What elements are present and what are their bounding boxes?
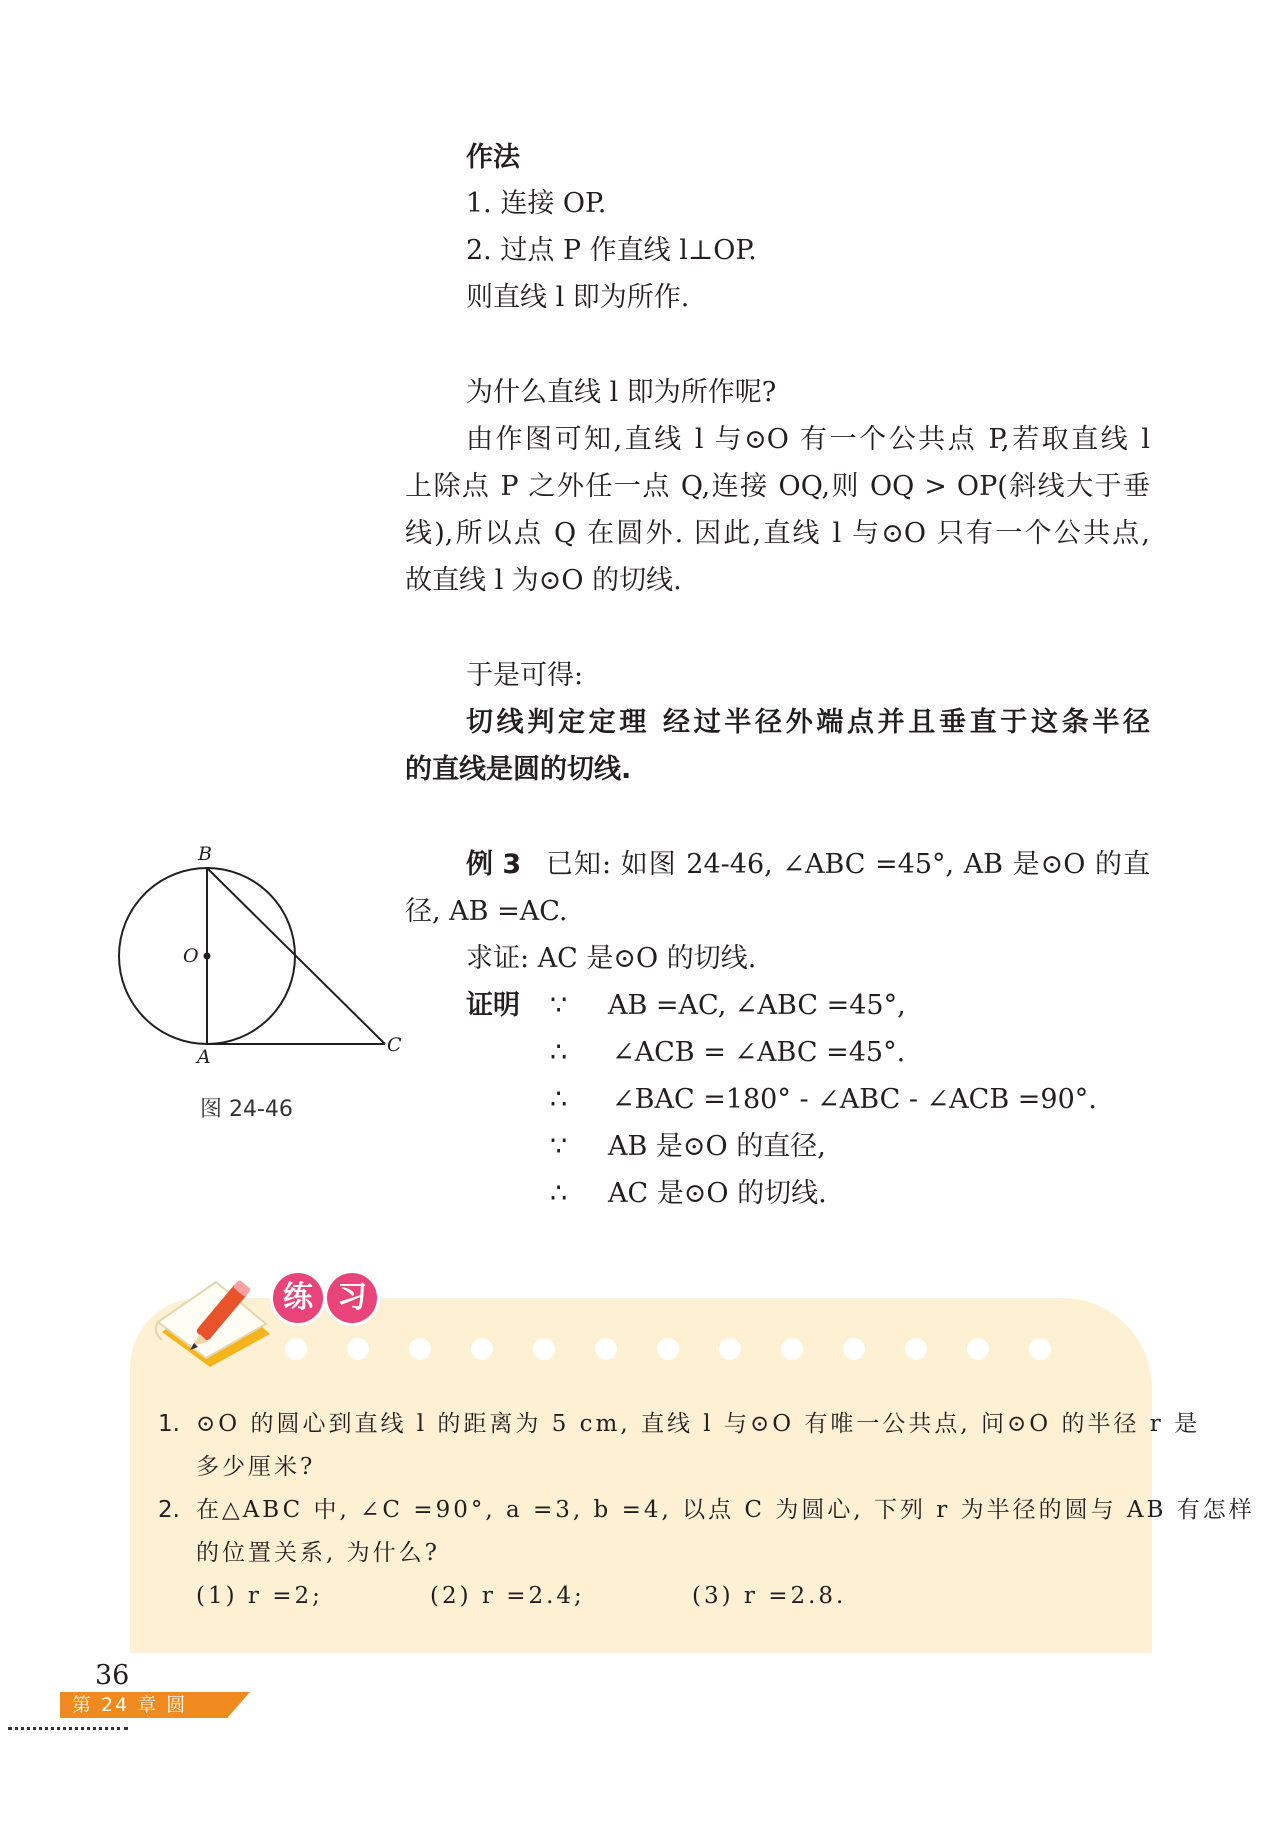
explanation-line-1: 由作图可知,直线 l 与⊙O 有一个公共点 P,若取直线 l <box>466 424 1150 455</box>
chapter-label: 第 24 章 圆 <box>72 1694 188 1716</box>
decor-dot <box>285 1338 307 1360</box>
proof-symbol-2: ∴ <box>550 1037 568 1068</box>
exercise-option-2: (2) r =2.4; <box>430 1583 585 1609</box>
decor-dot <box>1029 1338 1051 1360</box>
example-prove: 求证: AC 是⊙O 的切线. <box>466 943 757 974</box>
exercise-option-1: (1) r =2; <box>196 1583 323 1609</box>
proof-step-3: ∠BAC =180° - ∠ABC - ∠ACB =90°. <box>612 1084 1097 1115</box>
exercise-q2-number: 2. <box>158 1497 180 1523</box>
decor-dot <box>719 1338 741 1360</box>
proof-step-5: AC 是⊙O 的切线. <box>608 1178 827 1209</box>
decor-dot <box>409 1338 431 1360</box>
construction-step-1: 1. 连接 OP. <box>466 188 607 219</box>
label-c: C <box>387 1034 402 1056</box>
proof-step-1: AB =AC, ∠ABC =45°, <box>608 990 906 1021</box>
decor-dot <box>781 1338 803 1360</box>
decor-dot <box>905 1338 927 1360</box>
pencil-paper-icon <box>150 1262 280 1372</box>
center-point-o <box>204 953 211 960</box>
figure-24-46 <box>105 845 405 1085</box>
label-a: A <box>197 1046 211 1068</box>
decor-dot <box>471 1338 493 1360</box>
theorem-line-1: 切线判定定理 经过半径外端点并且垂直于这条半径 <box>466 707 1150 738</box>
theorem-line-2: 的直线是圆的切线. <box>405 754 632 785</box>
decor-dot <box>533 1338 555 1360</box>
explanation-line-2: 上除点 P 之外任一点 Q,连接 OQ,则 OQ > OP(斜线大于垂 <box>405 471 1150 502</box>
exercise-q2-line-2: 的位置关系, 为什么? <box>196 1540 440 1566</box>
exercise-q1-line-1: ⊙O 的圆心到直线 l 的距离为 5 cm, 直线 l 与⊙O 有唯一公共点, 问⊙O 的半径 r 是 <box>196 1411 1201 1437</box>
exercise-title-char-1: 练 <box>273 1273 323 1323</box>
proof-step-4: AB 是⊙O 的直径, <box>608 1131 826 1162</box>
explanation-line-4: 故直线 l 为⊙O 的切线. <box>405 565 682 596</box>
decor-dot <box>595 1338 617 1360</box>
exercise-q2-line-1: 在△ABC 中, ∠C =90°, a =3, b =4, 以点 C 为圆心, 下列 r 为半径的圆与 AB 有怎样 <box>196 1497 1255 1523</box>
proof-step-2: ∠ACB = ∠ABC =45°. <box>612 1037 906 1068</box>
proof-symbol-1: ∵ <box>550 990 568 1021</box>
dotted-rule <box>8 1727 128 1730</box>
example-line-2: 径, AB =AC. <box>405 896 568 927</box>
explanation-question: 为什么直线 l 即为所作呢? <box>466 377 777 408</box>
theorem-lead: 于是可得: <box>466 660 584 691</box>
label-o: O <box>183 945 199 967</box>
decor-dot <box>347 1338 369 1360</box>
example-label: 例 3 <box>466 849 522 880</box>
exercise-q1-line-2: 多少厘米? <box>196 1454 316 1480</box>
construction-heading: 作法 <box>466 142 520 173</box>
exercise-option-3: (3) r =2.8. <box>692 1583 847 1609</box>
exercise-title-char-2: 习 <box>327 1273 377 1323</box>
construction-conclusion: 则直线 l 即为所作. <box>466 282 690 313</box>
proof-symbol-5: ∴ <box>550 1178 568 1209</box>
proof-symbol-4: ∵ <box>550 1131 568 1162</box>
exercise-q1-number: 1. <box>158 1411 180 1437</box>
decor-dot <box>843 1338 865 1360</box>
proof-symbol-3: ∴ <box>550 1084 568 1115</box>
figure-caption: 图 24-46 <box>200 1097 293 1122</box>
construction-step-2: 2. 过点 P 作直线 l⊥OP. <box>466 235 757 266</box>
segment-bc <box>207 868 385 1044</box>
page-number: 36 <box>95 1660 130 1691</box>
decor-dot <box>967 1338 989 1360</box>
decor-dot <box>657 1338 679 1360</box>
label-b: B <box>198 843 212 865</box>
proof-label: 证明 <box>466 990 520 1021</box>
explanation-line-3: 线),所以点 Q 在圆外. 因此,直线 l 与⊙O 只有一个公共点, <box>405 518 1150 549</box>
example-line-1: 已知: 如图 24-46, ∠ABC =45°, AB 是⊙O 的直 <box>546 849 1150 880</box>
